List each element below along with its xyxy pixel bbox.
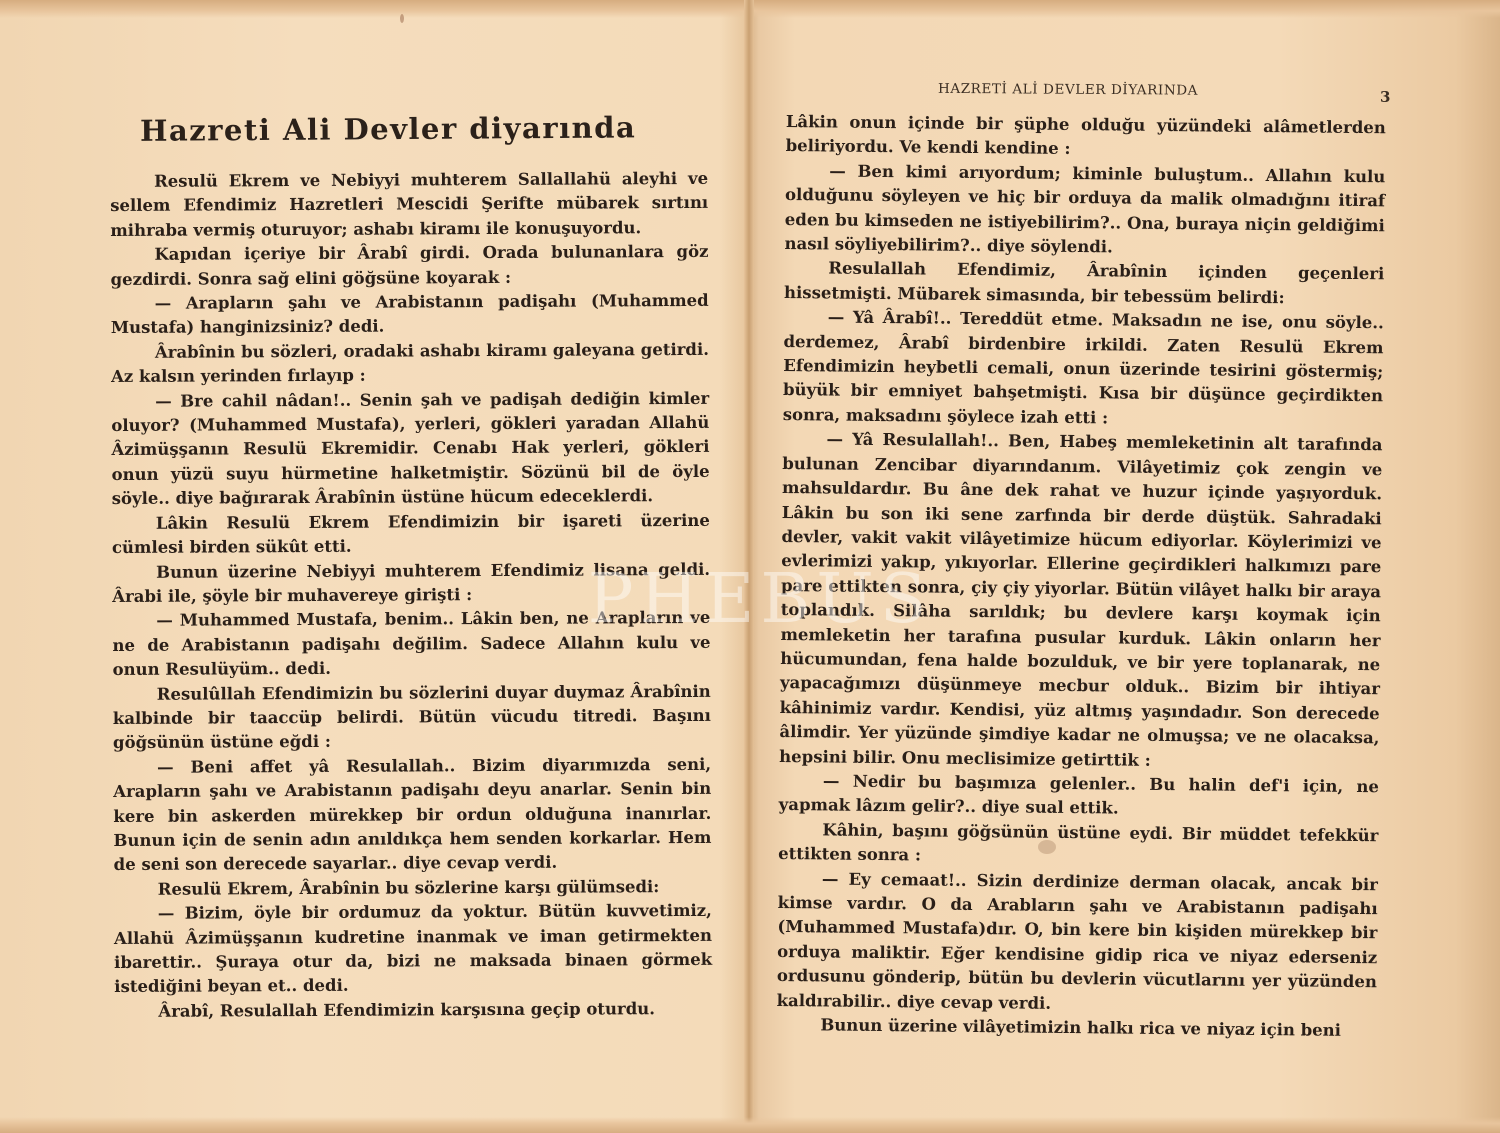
paragraph: Resulûllah Efendimizin bu sözlerini duyar duymaz Ârabînin kalbinde bir taaccüp belirdi. Bütün vücudu titredi. Başını göğsünün üstüne eğdi : <box>112 681 711 753</box>
paragraph: Resulü Ekrem ve Nebiyyi muhterem Sallallahü aleyhi ve sellem Efendimiz Hazretleri Mescidi Şerifte mübarek sırtını mihraba vermiş oturuyor; ashabı kiramı ile konuşuyordu. <box>110 168 709 240</box>
chapter-title: Hazreti Ali Devler diyarında <box>139 110 637 148</box>
watermark: PHEBUS <box>587 560 933 639</box>
paragraph: — Bizim, öyle bir ordumuz da yoktur. Bütün kuvvetimiz, Allahü Âzimüşşanın kudretine inanmak ve iman getirmekten ibarettir.. Şuraya otur da, bizi ne maksada binaen görmek istediğini beyan et.. dedi. <box>113 901 713 997</box>
paragraph: — Beni affet yâ Resulallah.. Bizim diyarımızda seni, Arapların şahı ve Arabistanın padişahı deyu anarlar. Senin bin kere bin askerden mürekkep bir ordun olduğuna inanırlar. Bunun için de senin adın anıldıkça hem senden korkarlar. Hem de seni son derecede sayarlar.. diye cevap verdi. <box>113 754 712 875</box>
paragraph: Resulallah Efendimiz, Ârabînin içinden geçenleri hissetmişti. Mübarek simasında, bir tebessüm belirdi: <box>783 258 1385 308</box>
paragraph: — Arapların şahı ve Arabistanın padişahı (Muhammed Mustafa) hanginizsiniz? dedi. <box>110 290 709 338</box>
paragraph: Bunun üzerine Nebiyyi muhterem Efendimiz lisana geldi. Ârabi ile, şöyle bir muhavereye girişti : <box>112 559 711 606</box>
paragraph: Resulü Ekrem, Ârabînin bu sözlerine karşı gülümsedi: <box>157 876 660 899</box>
paragraph: — Yâ Resulallah!.. Ben, Habeş memleketinin alt tarafında bulunan Zencibar diyarındanım. Vilâyetimiz çok zengin ve mahsuldardır. Bu âne dek rahat ve huzur içinde yaşıyorduk. Lâkin bu son iki sene zarfında bir derde düştük. Sahradaki devler, vakit vakit vilâyetimize hücum ediyorlar. Köylerimizi ve evlerimizi yakıp, yıkıyorlar. Ellerine geçirdikleri halkımızı pare pare ettikten sonra, çiy çiy yiyorlar. Bütün vilâyet halkı bir araya toplandık. Silâha sarıldık; bu devlere karşı koymak için memleketin her tarafına pusular kurduk. Lâkin onların her hücumundan, fena halde bozulduk, ve bir yere toplanarak, ne yapacağımızı düşünmeye mecbur olduk.. Bizim bir ihtiyar kâhinimiz vardır. Kendisi, yüz altmış yaşındadır. Son derecede âlimdir. Yer yüzünde şimdiye kadar ne olmuşsa; ve ne olacaksa, hepsini bilir. Onu meclisimize getirttik : <box>779 429 1383 770</box>
stain-mark <box>1038 840 1056 854</box>
paragraph: Ârabînin bu sözleri, oradaki ashabı kiramı galeyana getirdi. Az kalsın yerinden fırlayıp : <box>111 339 709 387</box>
paragraph: — Yâ Ârabî!.. Tereddüt etme. Maksadın ne ise, onu söyle.. derdemez, Ârabî birdenbire irkildi. Zaten Resulü Ekrem Efendimizin heybetli cemali, onun üzerinde tesirini göstermiş; büyük bir emniyet bahşetmişti. Kısa bir düşünce geçirdikten sonra, maksadını şöylece izah etti : <box>782 307 1384 428</box>
paragraph: — Ben kimi arıyordum; kiminle buluştum.. Allahın kulu olduğunu söyleyen ve hiç bir orduya da malik olmadığını itiraf eden bu kimseden ne istiyebilirim?.. Ona, buraya niçin geldiğimi nasıl söyliyebilirim?.. diye söylendi. <box>784 161 1386 257</box>
paragraph: — Ey cemaat!.. Sizin derdinize derman olacak, ancak bir kimse vardır. O da Arabların şahı ve Arabistanın padişahı (Muhammed Mustafa)dır. O, bin kere bin kişiden mürekkep bir orduya maliktir. Eğer kendisine gidip rica ve niyaz ederseniz ordusunu gönderip, bütün bu devlerin vücutlarını yer yüzünden kaldırabilir.. diye cevap verdi. <box>776 869 1379 1013</box>
stain-mark <box>400 14 404 23</box>
running-head: HAZRETİ ALİ DEVLER DİYARINDA <box>937 80 1199 99</box>
paragraph: — Muhammed Mustafa, benim.. Lâkin ben, ne Arapların ve ne de Arabistanın padişahı değilim. Sadece Allahın kulu ve onun Resulüyüm.. dedi. <box>112 608 711 680</box>
paragraph: Kapıdan içeriye bir Ârabî girdi. Orada bulunanlara göz gezdirdi. Sonra sağ elini göğsüne koyarak : <box>110 242 709 289</box>
paragraph: Lâkin Resulü Ekrem Efendimizin bir işareti üzerine cümlesi birden sükût etti. <box>111 510 710 558</box>
paragraph: Bunun üzerine vilâyetimizin halkı rica ve niyaz için beni <box>820 1015 1342 1040</box>
paragraph: — Bre cahil nâdan!.. Senin şah ve padişah dediğin kimler oluyor? (Muhammed Mustafa), yerleri, gökleri yaradan Allahü Âzimüşşanın Resulü Ekremidir. Cenabı Hak yerleri, gökleri onun yüzü suyu hürmetine halketmiştir. Sözünü bil de öyle söyle.. diye bağırarak Ârabînin üstüne hücum edeceklerdi. <box>111 388 710 509</box>
paragraph: Lâkin onun içinde bir şüphe olduğu yüzündeki alâmetlerden beliriyordu. Ve kendi kendine : <box>785 111 1386 159</box>
bottom-page-edge <box>0 1117 1500 1133</box>
paragraph: Ârabî, Resulallah Efendimizin karşısına geçip oturdu. <box>158 998 656 1021</box>
paragraph: Kâhin, başını göğsünün üstüne eydi. Bir müddet tefekkür ettikten sonra : <box>778 820 1379 865</box>
paragraph: — Nedir bu başımıza gelenler.. Bu halin def'i için, ne yapmak lâzım gelir?.. diye sual ettik. <box>778 771 1380 818</box>
page-number: 3 <box>1380 88 1391 106</box>
